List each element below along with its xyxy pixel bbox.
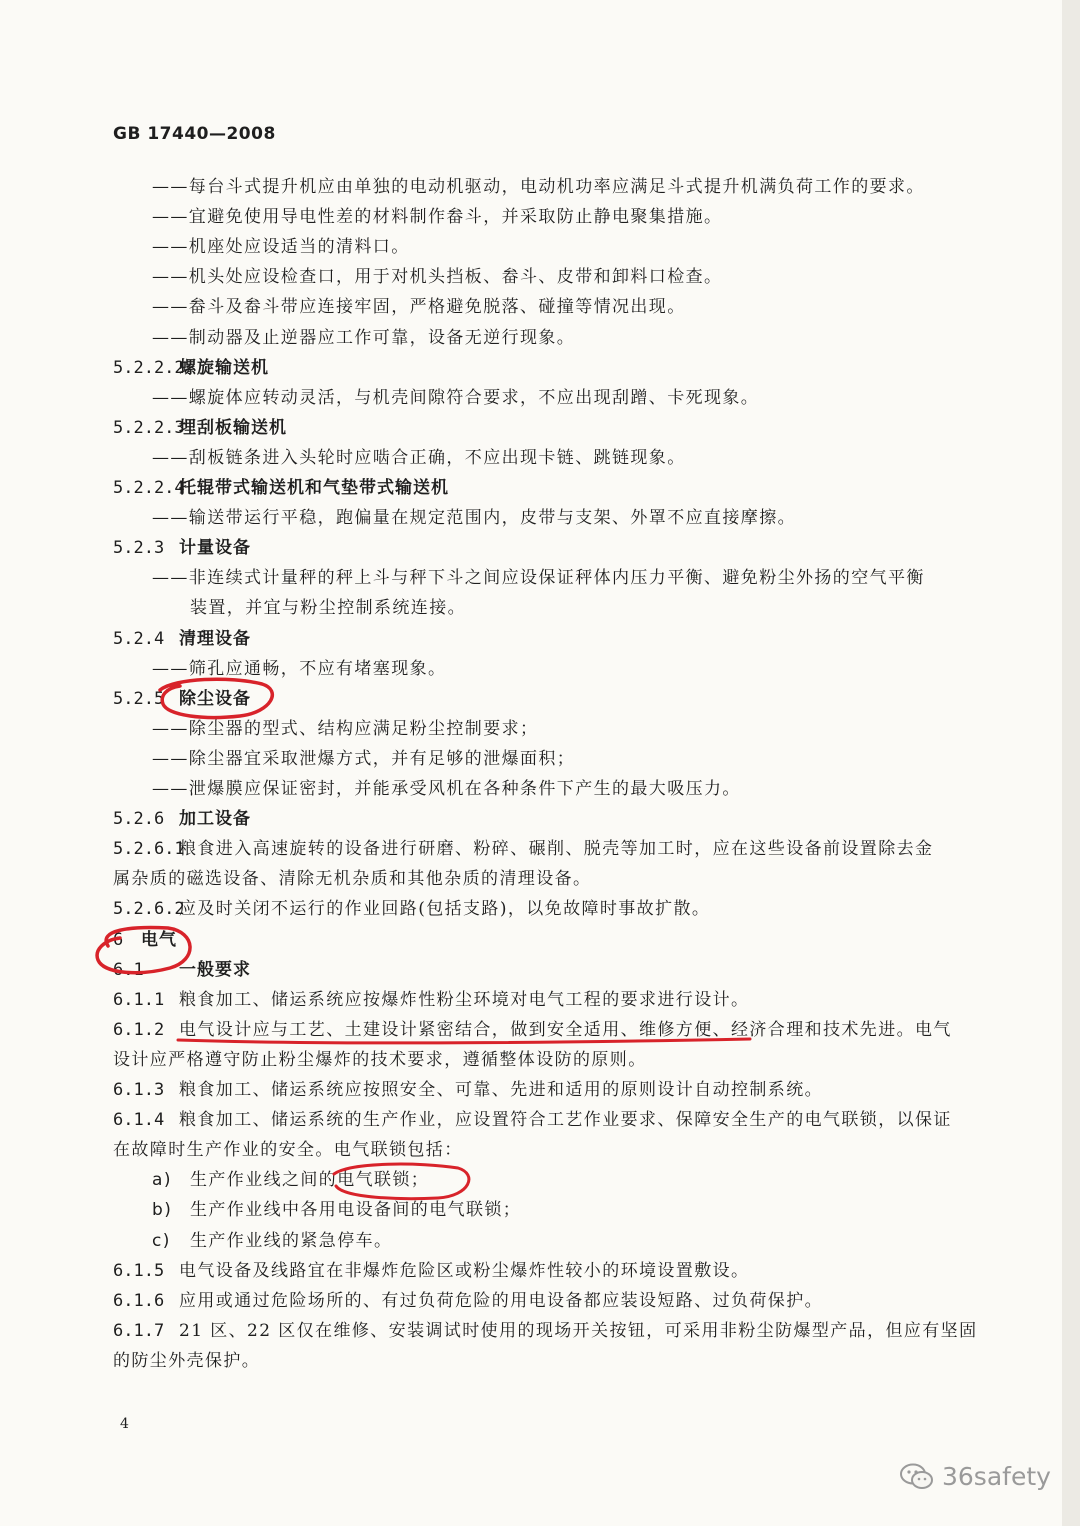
dash-item xyxy=(152,328,575,348)
clause-number: b) xyxy=(152,1200,173,1221)
clause-number: 5.2.6 xyxy=(113,809,165,830)
line-text: 粮食进入高速旋转的设备进行研磨、粉碎、碾削、脱壳等加工时，应在这些设备前设置除去金 xyxy=(179,839,934,860)
line-text: 粮食加工、储运系统的生产作业，应设置符合工艺作业要求、保障安全生产的电气联锁，以保证 xyxy=(179,1110,952,1131)
clause-number: 5.2.6.1 xyxy=(113,839,185,860)
line-text: 埋刮板输送机 xyxy=(179,417,287,438)
section-heading xyxy=(113,478,449,498)
dash-item xyxy=(152,207,722,227)
line-text: ——每台斗式提升机应由单独的电动机驱动，电动机功率应满足斗式提升机满负荷工作的要求。 xyxy=(152,177,925,197)
line-text: 应用或通过危险场所的、有过负荷危险的用电设备都应装设短路、过负荷保护。 xyxy=(179,1290,823,1311)
clause-number: 6.1.7 xyxy=(113,1320,165,1341)
section-heading xyxy=(113,538,251,558)
line-text: ——宜避免使用导电性差的材料制作畚斗，并采取防止静电聚集措施。 xyxy=(152,207,723,228)
line-text: 属杂质的磁选设备、清除无机杂质和其他杂质的清理设备。 xyxy=(113,869,592,890)
clause-number: 6.1.3 xyxy=(113,1080,165,1100)
clause-number: 6.1.2 xyxy=(113,1019,165,1040)
dash-item-continuation xyxy=(190,598,466,618)
line-text: 装置，并宜与粉尘控制系统连接。 xyxy=(190,598,466,619)
numbered-paragraph xyxy=(113,1261,749,1281)
dash-item xyxy=(152,267,722,287)
line-text: 电气设计应与工艺、土建设计紧密结合，做到安全适用、维修方便、经济合理和技术先进。电气 xyxy=(179,1019,952,1040)
dash-item xyxy=(152,177,925,197)
clause-number: 6.1.6 xyxy=(113,1290,165,1311)
line-text: ——机座处应设适当的清料口。 xyxy=(152,237,410,258)
paragraph-continuation xyxy=(113,869,591,889)
line-text: 电气 xyxy=(141,929,177,950)
dash-item xyxy=(152,237,410,257)
dash-item xyxy=(152,297,686,317)
line-text: 清理设备 xyxy=(179,628,251,649)
line-text: 托辊带式输送机和气垫带式输送机 xyxy=(179,478,449,498)
page-edge xyxy=(1062,0,1080,1526)
dash-item xyxy=(152,388,759,408)
chapter-heading xyxy=(113,930,177,950)
standard-code-header: GB 17440—2008 xyxy=(113,124,276,144)
clause-number: 5.2.5 xyxy=(113,688,165,709)
line-text: 设计应严格遵守防止粉尘爆炸的技术要求，遵循整体设防的原则。 xyxy=(113,1049,647,1070)
clause-number: a) xyxy=(152,1170,172,1191)
clause-number: 5.2.2.4 xyxy=(113,478,185,498)
numbered-paragraph xyxy=(113,1080,823,1100)
section-heading xyxy=(113,418,287,438)
line-text: 应及时关闭不运行的作业回路(包括支路)，以免故障时事故扩散。 xyxy=(179,899,711,920)
clause-number: 5.2.2.2 xyxy=(113,357,185,378)
watermark-text: 36safety xyxy=(942,1462,1051,1491)
line-text: 21 区、22 区仅在维修、安装调试时使用的现场开关按钮，可采用非粉尘防爆型产品，但应有坚固 xyxy=(179,1320,978,1341)
numbered-paragraph xyxy=(113,839,933,859)
line-text: 生产作业线之间的电气联锁； xyxy=(190,1170,430,1191)
line-text: 的防尘外壳保护。 xyxy=(113,1350,261,1371)
line-text: ——泄爆膜应保证密封，并能承受风机在各种条件下产生的最大吸压力。 xyxy=(152,779,741,799)
clause-number: c) xyxy=(152,1230,171,1251)
line-text: ——刮板链条进入头轮时应啮合正确，不应出现卡链、跳链现象。 xyxy=(152,447,686,468)
list-item xyxy=(152,1200,521,1220)
wechat-icon xyxy=(900,1463,934,1491)
paragraph-continuation xyxy=(113,1140,463,1160)
list-item xyxy=(152,1170,429,1190)
dash-item xyxy=(152,448,686,468)
numbered-paragraph xyxy=(113,1020,952,1040)
page-number: 4 xyxy=(120,1416,129,1432)
section-heading xyxy=(113,809,251,829)
line-text: 生产作业线中各用电设备间的电气联锁； xyxy=(190,1200,522,1221)
line-text: ——机头处应设检查口，用于对机头挡板、畚斗、皮带和卸料口检查。 xyxy=(152,267,723,288)
line-text: 生产作业线的紧急停车。 xyxy=(190,1230,393,1251)
dash-item xyxy=(152,508,796,528)
clause-number: 6.1 xyxy=(113,959,144,980)
clause-number: 5.2.4 xyxy=(113,628,165,649)
line-text: 在故障时生产作业的安全。电气联锁包括： xyxy=(113,1140,463,1161)
line-text: ——非连续式计量秤的秤上斗与秤下斗之间应设保证秤体内压力平衡、避免粉尘外扬的空气平衡 xyxy=(152,568,925,589)
dash-item xyxy=(152,779,741,799)
dash-item xyxy=(152,568,925,588)
clause-number: 5.2.2.3 xyxy=(113,417,185,438)
numbered-paragraph xyxy=(113,990,749,1010)
line-text: 螺旋输送机 xyxy=(179,357,269,378)
numbered-paragraph xyxy=(113,899,710,919)
clause-number: 6 xyxy=(113,929,124,950)
clause-number: 6.1.4 xyxy=(113,1110,165,1131)
clause-number: 5.2.3 xyxy=(113,538,165,559)
paragraph-continuation xyxy=(113,1050,647,1070)
numbered-paragraph xyxy=(113,1110,952,1130)
paragraph-continuation xyxy=(113,1351,260,1371)
line-text: 粮食加工、储运系统应按照安全、可靠、先进和适用的原则设计自动控制系统。 xyxy=(179,1080,823,1100)
line-text: ——输送带运行平稳，跑偏量在规定范围内，皮带与支架、外罩不应直接摩擦。 xyxy=(152,508,796,529)
clause-number: 6.1.5 xyxy=(113,1260,165,1281)
dash-item xyxy=(152,719,538,739)
section-heading xyxy=(113,629,251,649)
line-text: 加工设备 xyxy=(179,809,251,830)
line-text: ——除尘器的型式、结构应满足粉尘控制要求； xyxy=(152,718,539,739)
line-text: 除尘设备 xyxy=(179,688,251,709)
line-text: 粮食加工、储运系统应按爆炸性粉尘环境对电气工程的要求进行设计。 xyxy=(179,989,750,1010)
numbered-paragraph xyxy=(113,1321,977,1341)
dash-item xyxy=(152,749,575,769)
line-text: ——筛孔应通畅，不应有堵塞现象。 xyxy=(152,658,447,679)
line-text: 电气设备及线路宜在非爆炸危险区或粉尘爆炸性较小的环境设置敷设。 xyxy=(179,1260,750,1281)
section-heading xyxy=(113,358,269,378)
line-text: ——畚斗及畚斗带应连接牢固，严格避免脱落、碰撞等情况出现。 xyxy=(152,297,686,318)
line-text: ——除尘器宜采取泄爆方式，并有足够的泄爆面积； xyxy=(152,748,576,769)
clause-number: 5.2.6.2 xyxy=(113,899,185,920)
line-text: ——制动器及止逆器应工作可靠，设备无逆行现象。 xyxy=(152,327,576,348)
line-text: 计量设备 xyxy=(179,538,251,559)
list-item xyxy=(152,1231,392,1251)
line-text: 一般要求 xyxy=(179,959,251,980)
clause-number: 6.1.1 xyxy=(113,989,165,1010)
line-text: ——螺旋体应转动灵活，与机壳间隙符合要求，不应出现刮蹭、卡死现象。 xyxy=(152,387,760,408)
numbered-paragraph xyxy=(113,1291,823,1311)
section-heading xyxy=(113,689,251,709)
dash-item xyxy=(152,659,446,679)
watermark xyxy=(900,1462,1051,1491)
section-heading xyxy=(113,960,251,980)
